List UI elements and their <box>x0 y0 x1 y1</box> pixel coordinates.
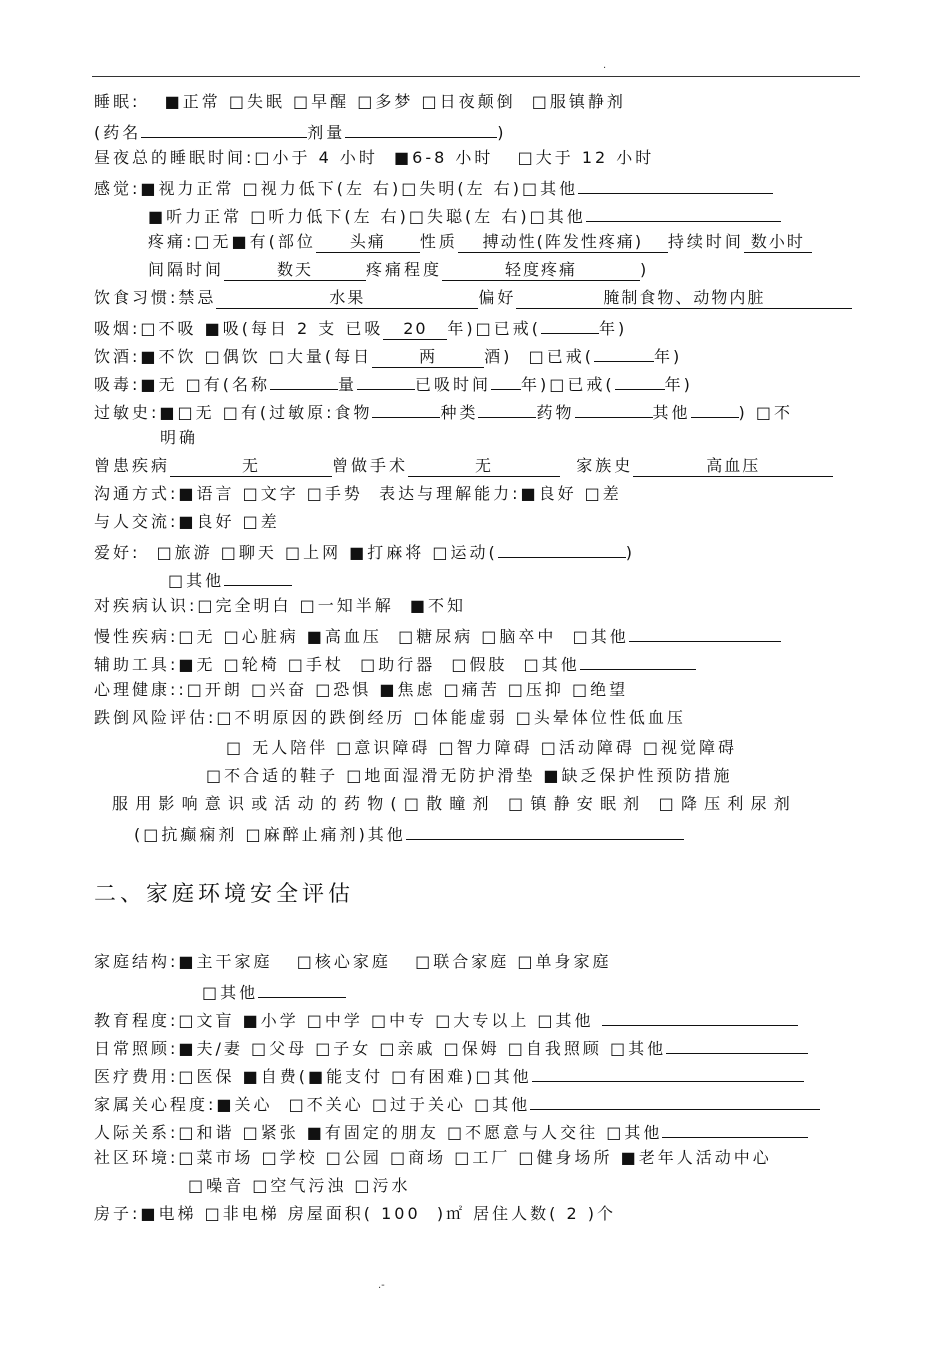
form-line-l15 <box>94 481 622 507</box>
form-text: 年) <box>599 319 628 338</box>
form-line-l05 <box>148 201 781 227</box>
fill-blank[interactable] <box>578 173 773 194</box>
fill-blank[interactable] <box>580 649 696 670</box>
form-line-l11 <box>94 369 693 395</box>
form-text: 年)□已戒( <box>521 375 615 394</box>
form-text: 感觉:■视力正常 □视力低下(左 右)□失明(左 右)□其他 <box>94 179 579 198</box>
fill-blank[interactable] <box>530 1089 820 1110</box>
form-text: □其他 <box>202 983 259 1002</box>
form-text: 明确 <box>160 428 199 447</box>
form-text: 与人交流:■良好 □差 <box>94 512 280 531</box>
form-text: (药名 <box>94 123 142 142</box>
form-line-l27 <box>134 819 684 845</box>
section-heading: 二、家庭环境安全评估 <box>94 882 355 907</box>
form-line-l34 <box>94 1117 808 1143</box>
form-text: 曾患疾病 <box>94 456 171 475</box>
fill-blank[interactable] <box>666 1033 808 1054</box>
fill-blank[interactable]: 数小时 <box>744 232 812 253</box>
form-line-l21 <box>94 649 696 675</box>
form-text: 吸烟:□不吸 ■吸(每日 2 支 已吸 <box>94 319 384 338</box>
form-text: 种类 <box>440 403 479 422</box>
form-text: 年) <box>653 347 683 366</box>
form-text: 教育程度:□文盲 ■小学 □中学 □中专 □大专以上 □其他 <box>94 1011 602 1030</box>
form-line-l12 <box>94 397 793 423</box>
fill-blank[interactable] <box>258 977 346 998</box>
form-text: 偏好 <box>478 288 517 307</box>
fill-blank[interactable] <box>372 397 440 418</box>
form-text: 酒) □已戒( <box>484 347 594 366</box>
form-line-l18 <box>168 565 292 591</box>
form-text: ) <box>625 543 635 562</box>
form-text: 疼痛:□无■有(部位 <box>148 232 316 251</box>
form-line-l04 <box>94 173 773 199</box>
fill-blank[interactable] <box>478 397 536 418</box>
form-text: 吸毒:■无 □有(名称 <box>94 375 270 394</box>
form-text: 饮酒:■不饮 □偶饮 □大量(每日 <box>94 347 373 366</box>
form-text: 日常照顾:■夫/妻 □父母 □子女 □亲戚 □保姆 □自我照顾 □其他 <box>94 1039 667 1058</box>
header-dot: · <box>603 63 607 74</box>
form-text: 其他 <box>652 403 691 422</box>
form-text: ) <box>640 260 650 279</box>
fill-blank[interactable] <box>491 369 521 390</box>
form-text: □其他 <box>168 571 225 590</box>
form-text: 爱好: □旅游 □聊天 □上网 ■打麻将 □运动( <box>94 543 498 562</box>
fill-blank[interactable]: 头痛 <box>316 232 420 253</box>
form-line-l24 <box>226 735 737 761</box>
form-text: 房子:■电梯 □非电梯 房屋面积( 100 )㎡ 居住人数( 2 )个 <box>94 1204 617 1223</box>
form-line-l25 <box>206 763 733 789</box>
form-line-l08 <box>94 285 852 311</box>
form-text: 辅助工具:■无 □轮椅 □手杖 □助行器 □假肢 □其他 <box>94 655 580 674</box>
form-line-l32 <box>94 1061 804 1087</box>
form-text: ) <box>497 123 507 142</box>
fill-blank[interactable] <box>345 117 497 138</box>
form-text: 心理健康::□开朗 □兴奋 □恐惧 ■焦虑 □痛苦 □压抑 □绝望 <box>94 680 629 699</box>
form-text: 人际关系:□和谐 □紧张 ■有固定的朋友 □不愿意与人交往 □其他 <box>94 1123 663 1142</box>
fill-blank[interactable] <box>586 201 781 222</box>
form-line-l22 <box>94 677 628 703</box>
form-line-l10 <box>94 341 682 367</box>
form-text: ) □不 <box>738 403 793 422</box>
form-text: 家族史 <box>560 456 634 475</box>
form-text: 疼痛程度 <box>366 260 443 279</box>
fill-blank[interactable] <box>541 313 599 334</box>
form-line-l31 <box>94 1033 808 1059</box>
form-text: 慢性疾病:□无 □心脏病 ■高血压 □糖尿病 □脑卒中 □其他 <box>94 627 629 646</box>
fill-blank[interactable] <box>498 537 626 558</box>
form-line-l29 <box>202 977 346 1003</box>
fill-blank[interactable] <box>224 565 292 586</box>
fill-blank[interactable] <box>575 397 653 418</box>
form-line-l14 <box>94 453 833 479</box>
form-line-l23 <box>94 705 686 731</box>
fill-blank[interactable] <box>270 369 338 390</box>
form-text: 睡眠: ■正常 □失眠 □早醒 □多梦 □日夜颠倒 □服镇静剂 <box>94 92 626 111</box>
form-text: 已吸时间 <box>414 375 491 394</box>
form-line-l33 <box>94 1089 820 1115</box>
form-line-l28 <box>94 949 611 975</box>
form-line-l07 <box>148 257 649 283</box>
fill-blank[interactable] <box>615 369 665 390</box>
fill-blank[interactable] <box>532 1061 804 1082</box>
footer-dot: .- <box>378 1280 385 1291</box>
form-line-l30 <box>94 1005 798 1031</box>
form-line-l26 <box>112 791 797 817</box>
fill-blank[interactable]: 数天 <box>224 260 366 281</box>
fill-blank[interactable]: 两 <box>372 347 484 368</box>
form-line-l36 <box>188 1173 411 1199</box>
form-text: 年) <box>664 375 693 394</box>
form-text: 间隔时间 <box>148 260 225 279</box>
fill-blank[interactable] <box>406 819 684 840</box>
form-text: 曾做手术 <box>332 456 409 475</box>
form-line-l20 <box>94 621 781 647</box>
fill-blank[interactable] <box>629 621 781 642</box>
form-text: □ 无人陪伴 □意识障碍 □智力障碍 □活动障碍 □视觉障碍 <box>226 738 738 757</box>
fill-blank[interactable]: 无 <box>170 456 332 477</box>
form-text: 药物 <box>536 403 575 422</box>
form-text: ■听力正常 □听力低下(左 右)□失聪(左 右)□其他 <box>148 207 586 226</box>
fill-blank[interactable] <box>141 117 307 138</box>
form-text: □噪音 □空气污浊 □污水 <box>188 1176 411 1195</box>
form-line-l19 <box>94 593 466 619</box>
fill-blank[interactable] <box>357 369 415 390</box>
fill-blank[interactable] <box>602 1005 798 1026</box>
form-text: 家庭结构:■主干家庭 □核心家庭 □联合家庭 □单身家庭 <box>94 952 612 971</box>
fill-blank[interactable]: 高血压 <box>633 456 833 477</box>
form-text: 服用影响意识或活动的药物(□散瞳剂 □镇静安眠剂 □降压利尿剂 <box>112 794 797 813</box>
form-text: 剂量 <box>307 123 346 142</box>
fill-blank[interactable]: 水果 <box>216 288 478 309</box>
form-text: 家属关心程度:■关心 □不关心 □过于关心 □其他 <box>94 1095 531 1114</box>
fill-blank[interactable]: 轻度疼痛 <box>442 260 640 281</box>
form-line-l01 <box>94 89 626 115</box>
form-text: □不合适的鞋子 □地面湿滑无防护滑垫 ■缺乏保护性预防措施 <box>206 766 733 785</box>
fill-blank[interactable]: 20 <box>383 319 447 340</box>
form-text: 过敏史:■□无 □有(过敏原:食物 <box>94 403 373 422</box>
form-text: 性质 <box>419 232 458 251</box>
form-line-l03 <box>94 145 654 171</box>
form-text: 沟通方式:■语言 □文字 □手势 表达与理解能力:■良好 □差 <box>94 484 622 503</box>
form-text: 持续时间 <box>667 232 744 251</box>
form-line-l09 <box>94 313 627 339</box>
fill-blank[interactable] <box>662 1117 808 1138</box>
fill-blank[interactable] <box>594 341 654 362</box>
header-rule <box>92 76 860 77</box>
form-line-l06 <box>148 229 812 255</box>
form-text: 昼夜总的睡眠时间:□小于 4 小时 ■6-8 小时 □大于 12 小时 <box>94 148 655 167</box>
form-text: (□抗癫痫剂 □麻醉止痛剂)其他 <box>134 825 406 844</box>
fill-blank[interactable]: 腌制食物、动物内脏 <box>516 288 852 309</box>
form-line-l37 <box>94 1201 616 1227</box>
form-text: 量 <box>337 375 357 394</box>
fill-blank[interactable]: 搏动性(阵发性疼痛) <box>458 232 668 253</box>
fill-blank[interactable] <box>691 397 739 418</box>
fill-blank[interactable]: 无 <box>408 456 560 477</box>
form-text: 年)□已戒( <box>447 319 542 338</box>
form-line-l16 <box>94 509 280 535</box>
form-text: 跌倒风险评估:□不明原因的跌倒经历 □体能虚弱 □头晕体位性低血压 <box>94 708 686 727</box>
form-line-l17 <box>94 537 635 563</box>
form-text: 社区环境:□菜市场 □学校 □公园 □商场 □工厂 □健身场所 ■老年人活动中心 <box>94 1148 772 1167</box>
form-line-l13 <box>160 425 198 451</box>
form-text: 对疾病认识:□完全明白 □一知半解 ■不知 <box>94 596 467 615</box>
form-text: 医疗费用:□医保 ■自费(■能支付 □有困难)□其他 <box>94 1067 532 1086</box>
form-line-l02 <box>94 117 507 143</box>
form-line-l35 <box>94 1145 772 1171</box>
form-text: 饮食习惯:禁忌 <box>94 288 217 307</box>
